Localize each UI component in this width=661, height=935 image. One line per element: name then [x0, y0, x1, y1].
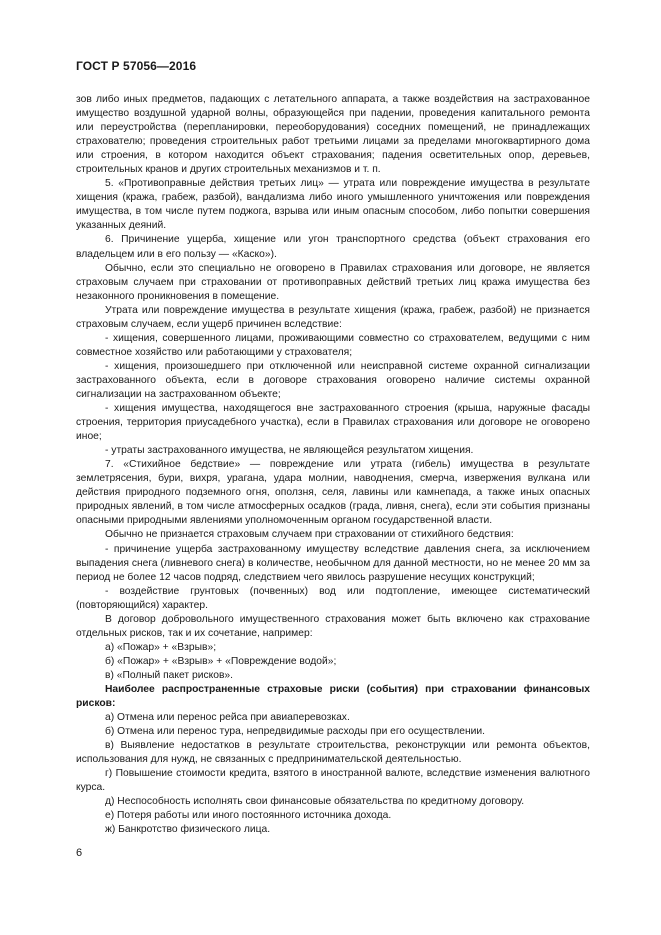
document-body: [76, 93, 590, 837]
list-item: ж) Банкротство физического лица.: [105, 824, 271, 836]
paragraph: Обычно, если это специально не оговорено в Правилах страхования или договоре, не является страховым случаем при страховании от противоправных действий третьих лиц кража имущества без незаконного проникновения в помещение.: [76, 262, 590, 302]
list-item: г) Повышение стоимости кредита, взятого в иностранной валюте, вследствие изменения валютного курса.: [76, 768, 590, 794]
paragraph: зов либо иных предметов, падающих с летательного аппарата, а также воздействия на застрахованное имущество воздушной ударной волны, образующейся при падении, проведения капитального ремонта или переустройства (перепланировки, переоборудования) соседних помещений, не принадлежащих страхователю; проведения строительных работ третьими лицами за пределами многоквартирного дома или строения, в котором находится объект страхования; падения осветительных опор, деревьев, строительных кранов и других строительных механизмов и т. п.: [76, 94, 590, 176]
document-header: ГОСТ Р 57056—2016: [76, 59, 197, 73]
list-item: д) Неспособность исполнять свои финансовые обязательства по кредитному договору.: [105, 796, 525, 808]
list-item: - воздействие грунтовых (почвенных) вод или подтопление, имеющее систематический (повторяющийся) характер.: [76, 585, 590, 611]
list-item: - хищения, совершенного лицами, проживающими совместно со страхователем, ведущими с ним совместное хозяйство или работающими у страхователя;: [76, 332, 590, 358]
list-item: - причинение ущерба застрахованному имуществу вследствие давления снега, за исключением выпадения снега (ливневого снега) в количестве, необычном для данной местности, но не менее 20 мм за период не более 12 часов подряд, следствием чего явилось разрушение несущих конструкций;: [76, 543, 590, 583]
paragraph: Утрата или повреждение имущества в результате хищения (кража, грабеж, разбой) не признается страховым случаем, если ущерб причинен вследствие:: [76, 304, 590, 330]
list-item: - хищения имущества, находящегося вне застрахованного строения (крыша, наружные фасады строения, территория приусадебного участка), если в Правилах страхования или договоре не оговорено иное;: [76, 403, 590, 443]
list-item: в) Выявление недостатков в результате строительства, реконструкции или ремонта объектов, использования для нужд, не связанных с предпринимательской деятельностью.: [76, 740, 590, 766]
list-item: - утраты застрахованного имущества, не являющейся результатом хищения.: [105, 445, 474, 457]
paragraph: 5. «Противоправные действия третьих лиц» — утрата или повреждение имущества в результате хищения (кража, грабеж, разбой), вандализма либо иного умышленного уничтожения или повреждения имущества, в том числе путем поджога, взрыва или иным опасным способом, либо попытки совершения указанных деяний.: [76, 178, 590, 232]
list-item: в) «Полный пакет рисков».: [105, 669, 234, 681]
paragraph: 6. Причинение ущерба, хищение или угон транспортного средства (объект страхования его владельцем или в его пользу — «Каско»).: [76, 234, 590, 260]
list-item: б) Отмена или перенос тура, непредвидимые расходы при его осуществлении.: [105, 726, 486, 738]
list-item: - хищения, произошедшего при отключенной или неисправной системе охранной сигнализации застрахованного объекта, если в договоре страхования оговорено наличие системы охранной сигнализации на застрахованном объекте;: [76, 360, 590, 400]
paragraph: 7. «Стихийное бедствие» — повреждение или утрата (гибель) имущества в результате землетрясения, бури, вихря, урагана, удара молнии, наводнения, смерча, извержения вулкана или действия природного подземного огня, оползня, селя, лавины или камнепада, а также иных опасных природных явлений, в том числе атмосферных осадков (града, ливня, снега), если эти события признаны опасными природными явлениями уполномоченным органом государственной власти.: [76, 459, 590, 527]
list-item: е) Потеря работы или иного постоянного источника дохода.: [105, 810, 392, 822]
paragraph: В договор добровольного имущественного страхования может быть включено как страхование отдельных рисков, так и их сочетание, например:: [76, 613, 590, 639]
list-item: а) Отмена или перенос рейса при авиаперевозках.: [105, 712, 350, 724]
page-number: 6: [76, 847, 83, 859]
paragraph: Обычно не признается страховым случаем при страховании от стихийного бедствия:: [105, 529, 514, 541]
list-item: б) «Пожар» + «Взрыв» + «Повреждение водой»;: [105, 655, 337, 667]
list-item: а) «Пожар» + «Взрыв»;: [105, 641, 217, 653]
section-heading: Наиболее распространенные страховые риски (события) при страховании финансовых рисков:: [76, 683, 590, 710]
